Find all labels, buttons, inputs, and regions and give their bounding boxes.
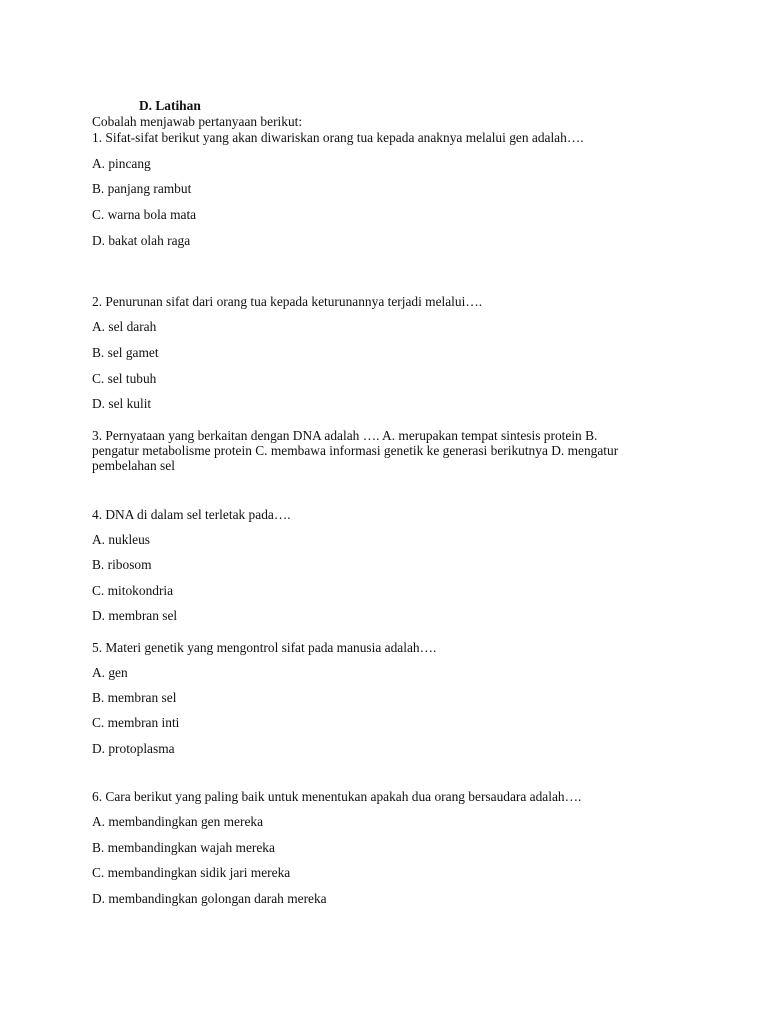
question-4-option-c: C. mitokondria xyxy=(92,583,174,598)
question-3-text-line-3: pembelahan sel xyxy=(92,458,175,473)
question-4-option-d: D. membran sel xyxy=(92,608,178,623)
question-6-option-d: D. membandingkan golongan darah mereka xyxy=(92,891,327,906)
question-1-option-c: C. warna bola mata xyxy=(92,207,197,222)
question-3-text-line-2: pengatur metabolisme protein C. membawa informasi genetik ke generasi berikutnya D. mengatur xyxy=(92,443,619,458)
question-4-option-b: B. ribosom xyxy=(92,557,152,572)
question-4-text: 4. DNA di dalam sel terletak pada…. xyxy=(92,507,291,522)
question-4-option-a: A. nukleus xyxy=(92,532,151,547)
question-6-option-b: B. membandingkan wajah mereka xyxy=(92,840,275,855)
question-2-option-a: A. sel darah xyxy=(92,319,157,334)
question-5-option-a: A. gen xyxy=(92,665,128,680)
question-5-text: 5. Materi genetik yang mengontrol sifat pada manusia adalah…. xyxy=(92,640,437,655)
section-heading: D. Latihan xyxy=(139,98,201,113)
question-5-option-d: D. protoplasma xyxy=(92,741,175,756)
question-1-text: 1. Sifat-sifat berikut yang akan diwariskan orang tua kepada anaknya melalui gen adalah…. xyxy=(92,130,584,145)
question-2-option-d: D. sel kulit xyxy=(92,396,152,411)
question-1-option-d: D. bakat olah raga xyxy=(92,233,191,248)
question-1-option-a: A. pincang xyxy=(92,156,151,171)
instruction-text: Cobalah menjawab pertanyaan berikut: xyxy=(92,114,303,129)
question-6-text: 6. Cara berikut yang paling baik untuk menentukan apakah dua orang bersaudara adalah…. xyxy=(92,789,582,804)
question-3-text-line-1: 3. Pernyataan yang berkaitan dengan DNA adalah …. A. merupakan tempat sintesis protein B. xyxy=(92,428,598,443)
question-5-option-b: B. membran sel xyxy=(92,690,177,705)
question-6-option-a: A. membandingkan gen mereka xyxy=(92,814,264,829)
question-1-option-b: B. panjang rambut xyxy=(92,181,192,196)
question-5-option-c: C. membran inti xyxy=(92,715,180,730)
question-6-option-c: C. membandingkan sidik jari mereka xyxy=(92,865,291,880)
question-2-text: 2. Penurunan sifat dari orang tua kepada keturunannya terjadi melalui…. xyxy=(92,294,483,309)
question-2-option-b: B. sel gamet xyxy=(92,345,159,360)
question-2-option-c: C. sel tubuh xyxy=(92,371,157,386)
